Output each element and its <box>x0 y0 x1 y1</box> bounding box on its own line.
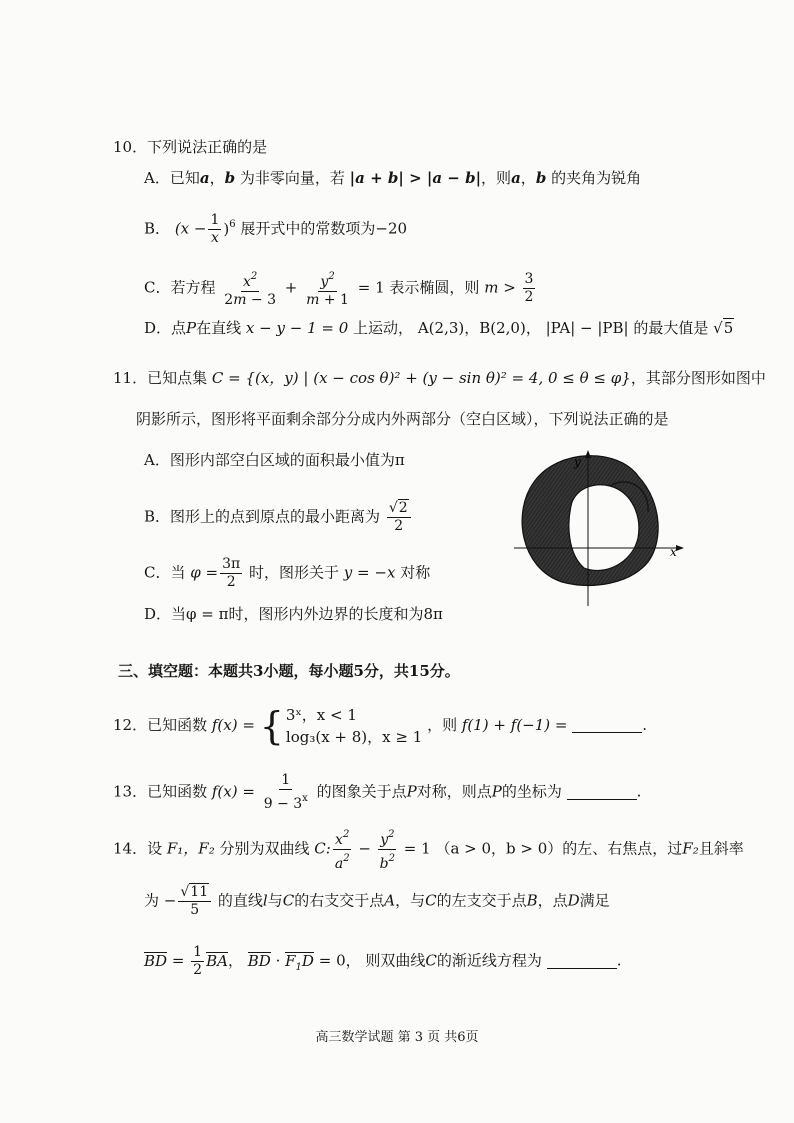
q11-option-c: C．当 φ = $\frac{3\pi}{2}$ 时，图形关于 y = −x 对称 <box>144 556 431 590</box>
q14-a: 分别为双曲线 <box>219 839 310 858</box>
q11-c-end: 对称 <box>400 563 431 582</box>
q12-answer-blank[interactable] <box>572 716 642 733</box>
q14-l2-b: 的右支交于点 <box>294 891 385 910</box>
x-axis-arrow <box>676 545 684 551</box>
q14-l3-a: ， <box>227 951 243 970</box>
q11-b-text: B．图形上的点到原点的最小距离为 <box>144 507 381 526</box>
q14-l3-b: 则双曲线 <box>365 951 426 970</box>
page-footer: 高三数学试题 第 3 页 共6页 <box>315 1030 479 1045</box>
q10-b-label: B． <box>144 219 171 238</box>
q14-f2: F₂ <box>682 839 699 858</box>
q14-answer-blank[interactable] <box>547 952 617 969</box>
q10-a-end: 的夹角为锐角 <box>551 169 642 187</box>
q11-option-d: D．当φ = π时，图形内外边界的长度和为8π <box>144 605 443 623</box>
q10-a-label: A．已知 <box>144 169 200 187</box>
q11-stem-a: 11．已知点集 <box>113 369 208 387</box>
q13-stem: 13．已知函数 <box>113 782 208 801</box>
q10-d-d: |PA| − |PB| <box>545 319 629 337</box>
q10-c-label: C．若方程 <box>144 278 216 297</box>
q14-l3-c: 的渐近线方程为 <box>436 951 542 970</box>
q10-d-a: 在直线 <box>196 319 242 337</box>
q13: 13．已知函数 f(x) = $\frac{1}{9 - 3^x}$ 的图象关于点P对称，则点P的坐标为 . <box>113 772 642 812</box>
q13-tail: 的图象关于点 <box>316 782 407 801</box>
q10-c-tail: 表示椭圆，则 <box>389 278 480 297</box>
q14-l2-pre: 为 <box>144 891 160 910</box>
q12: 12．已知函数 f(x) = { 3ˣ，x < 1 log₃(x + 8)，x ≥ 1 ，则 f(1) + f(−1) = . <box>113 704 648 748</box>
q11-c-post: 时，图形关于 <box>249 563 340 582</box>
q10-d-b: 上运动， <box>353 319 414 337</box>
q13-answer-blank[interactable] <box>567 783 637 800</box>
q10-b-tail: 展开式中的常数项为−20 <box>240 219 408 238</box>
q12-stem: 12．已知函数 <box>113 716 208 734</box>
q10-stem: 10．下列说法正确的是 <box>113 138 268 156</box>
q10-a-tail: ，则 <box>481 169 512 187</box>
q11-stem <box>113 368 766 388</box>
q14-l3-eq0: = 0， <box>318 951 361 970</box>
q12-case2: log₃(x + 8)，x ≥ 1 <box>285 728 423 746</box>
q14-b: 且斜率 <box>698 839 744 858</box>
q14-cond: （a > 0，b > 0）的左、右焦点，过 <box>435 839 683 858</box>
q14-l2-d: 的左支交于点 <box>436 891 527 910</box>
q14-l2-f: 满足 <box>579 891 610 910</box>
q10-d-e: 的最大值是 <box>633 319 709 337</box>
q14-stem: 14．设 <box>113 839 163 858</box>
q11-set: C = {(x，y) | (x − cos θ)² + (y − sin θ)² = 4, 0 ≤ θ ≤ φ} <box>211 369 631 387</box>
q14-line1: 14．设 F₁，F₂ 分别为双曲线 C: $\frac{x^2}{a^2}$ − $\frac{y^2}{b^2}$ = 1 （a > 0，b > 0）的左、右焦点，过F₂且斜率 <box>113 826 744 873</box>
q13-tail2: 对称，则点 <box>416 782 492 801</box>
q14-line3: BD = $\frac{1}{2}$ BA， BD · $F_1D = 0$， 则双曲线C的渐近线方程为 . <box>144 944 622 978</box>
q10-option-d: D．点P在直线 x − y − 1 = 0 上运动， A(2,3)，B(2,0)， |PA| − |PB| 的最大值是 √5 <box>144 319 734 337</box>
q10-option-a: A．已知a，b 为非零向量，若 |a + b| > |a − b|，则a，b 的夹角为锐角 <box>144 169 642 187</box>
q12-piecewise: { 3ˣ，x < 1 log₃(x + 8)，x ≥ 1 <box>259 704 423 748</box>
q12-tail: ，则 <box>427 716 458 734</box>
q11-c-line: y = −x <box>343 563 396 582</box>
q13-fx: f(x) = <box>211 782 255 801</box>
q14-foci: F₁，F₂ <box>166 839 215 858</box>
y-axis-arrow <box>585 450 591 458</box>
q10-option-c: C．若方程 $\frac{x^2}{2m - 3}$ + $\frac{y^2}{m + 1}$ = 1 表示椭圆，则 m > $\frac{3}{2}$ <box>144 268 537 309</box>
q11-c-pre: C．当 <box>144 563 186 582</box>
q10-a-mid: 为非零向量，若 <box>239 169 345 187</box>
q14-l2-c: ，与 <box>395 891 426 910</box>
shaded-region <box>522 456 658 586</box>
q14-l2-l: l <box>262 891 268 910</box>
q12-case1: 3ˣ，x < 1 <box>285 706 357 724</box>
q11-stem-line2: 阴影所示，图形将平面剩余部分分成内外两部分（空白区域），下列说法正确的是 <box>136 410 669 428</box>
q11-stem-b: ，其部分图形如图中 <box>630 369 766 387</box>
q14-line2: 为 − $\frac{√11}{5}$ 的直线l与C的右支交于点A，与C的左支交于点B，点D满足 <box>144 884 610 918</box>
q10-c-m: m > <box>484 278 516 297</box>
q11-option-a: A．图形内部空白区域的面积最小值为π <box>144 451 405 469</box>
q13-p: P <box>406 782 417 801</box>
q10-c-eq: = 1 <box>357 278 385 297</box>
q10-option-b: B． (x − $\frac{1}{x}$ )$^6$ 展开式中的常数项为−20 <box>144 212 408 246</box>
q11-option-b: B．图形上的点到原点的最小距离为 $\frac{√2}{2}$ <box>144 500 413 535</box>
q14-l2-mid: 的直线 <box>217 891 263 910</box>
q10-d-label: D．点 <box>144 319 187 337</box>
q14-l2-a: 与 <box>267 891 283 910</box>
q12-expr: f(1) + f(−1) = <box>461 716 568 734</box>
section-3-heading: 三、填空题：本题共3小题，每小题5分，共15分。 <box>118 662 460 680</box>
y-axis-label: y <box>574 455 581 469</box>
q10-d-line: x − y − 1 = 0 <box>245 319 349 337</box>
q13-tail3: 的坐标为 <box>501 782 562 801</box>
annulus-figure <box>510 450 695 606</box>
q12-fx: f(x) = <box>211 716 255 734</box>
q14-l2-e: ，点 <box>537 891 568 910</box>
q10-d-c: A(2,3)，B(2,0)， <box>417 319 541 337</box>
x-axis-label: x <box>670 545 677 559</box>
